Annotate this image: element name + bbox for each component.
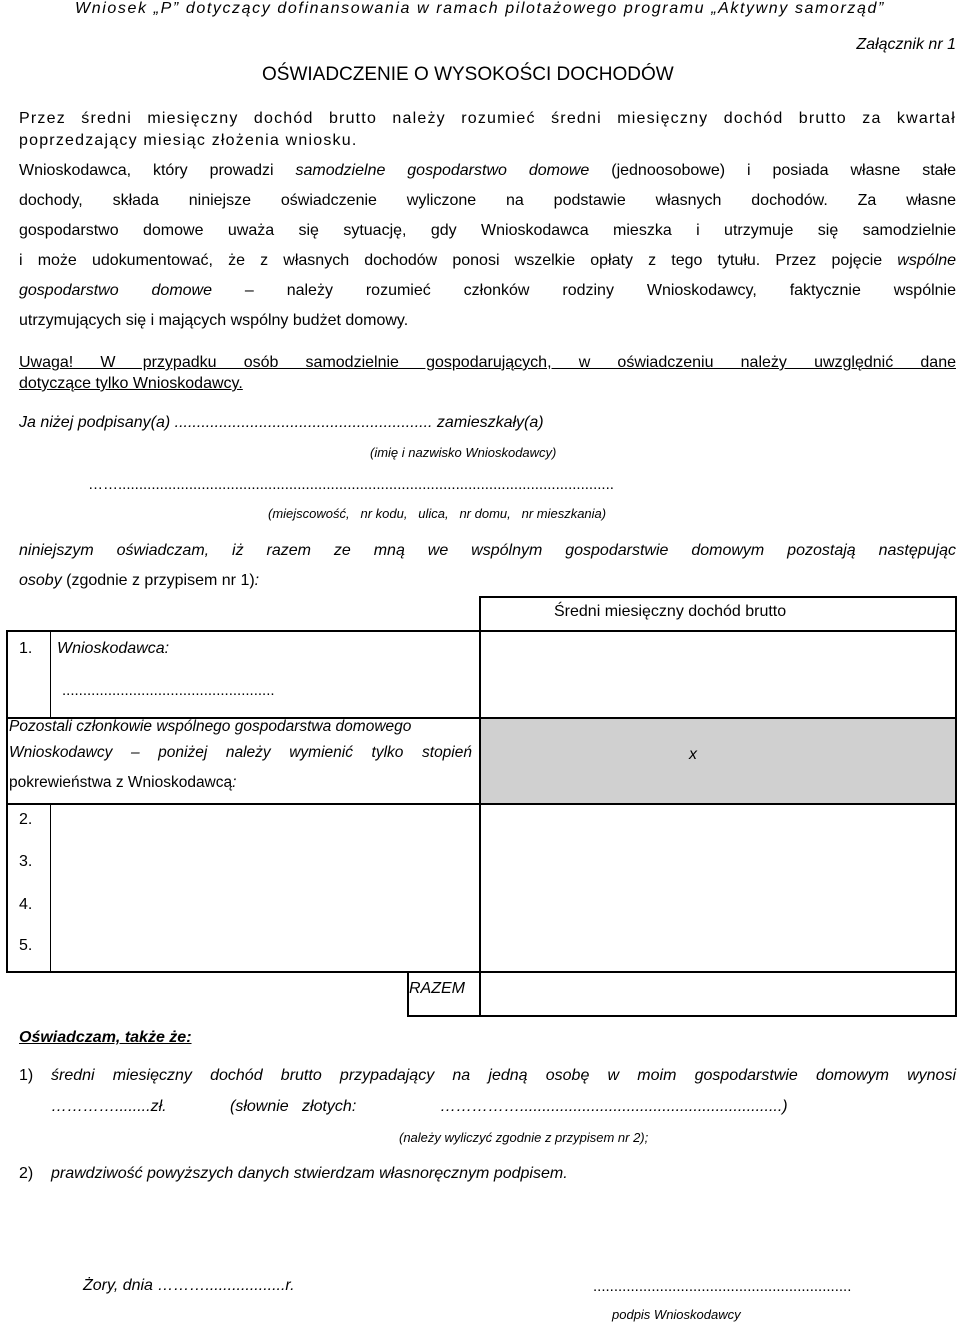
annex-label: Załącznik nr 1	[856, 36, 956, 53]
declaration-line-1: niniejszym oświadczam, iż razem ze mną we wspólnym gospodarstwie domowym pozostają następując	[19, 542, 956, 559]
table-header-income: Średni miesięczny dochód brutto	[554, 603, 787, 620]
signature-label: podpis Wnioskodawcy	[612, 1307, 741, 1322]
address-hint: (miejscowość, nr kodu, ulica, nr domu, nr mieszkania)	[268, 506, 607, 521]
warning-note	[19, 352, 956, 394]
item-2-text: prawdziwość powyższych danych stwierdzam własnoręcznym podpisem.	[51, 1165, 568, 1182]
intro-line-2: poprzedzający miesiąc złożenia wniosku.	[19, 132, 358, 149]
table-row: 3.	[19, 853, 33, 870]
table-row: 5.	[19, 937, 33, 954]
intro-line-1: Przez średni miesięczny dochód brutto należy rozumieć średni miesięczny dochód brutto za kwartał	[19, 110, 956, 127]
words-label: (słownie złotych:	[230, 1098, 357, 1115]
definition-line-5: gospodarstwo domowe – należy rozumieć członków rodziny Wnioskodawcy, faktycznie wspólnie	[19, 282, 956, 299]
amount-in-words-field[interactable]: ……………...........................................................)	[440, 1098, 788, 1115]
total-label: RAZEM	[409, 980, 465, 997]
x-mark: x	[689, 746, 697, 763]
declaration	[19, 536, 956, 596]
place-date-field[interactable]: Żory, dnia ………..................r.	[83, 1277, 295, 1294]
signature-field[interactable]: ..............................................................	[593, 1278, 852, 1295]
name-hint: (imię i nazwisko Wnioskodawcy)	[370, 445, 557, 460]
others-label-line-2: Wnioskodawcy – poniżej należy wymienić tylko stopień	[9, 744, 472, 761]
calc-hint: (należy wyliczyć zgodnie z przypisem nr 2);	[399, 1130, 649, 1145]
warning-line-2: dotyczące tylko Wnioskodawcy.	[19, 375, 243, 392]
applicant-label: Wnioskodawca:	[57, 640, 170, 657]
definition-line-4: i może udokumentować, że z własnych dochodów ponosi wszelkie opłaty z tego tytułu. Przez pojęcie wspólne	[19, 252, 956, 269]
table-row: 2.	[19, 811, 33, 828]
definition-paragraph	[19, 156, 956, 336]
declaration-line-2: osoby (zgodnie z przypisem nr 1):	[19, 572, 260, 589]
intro-paragraph	[19, 108, 956, 152]
others-label-line-3: pokrewieństwa z Wnioskodawcą:	[9, 774, 237, 791]
address-field[interactable]: …….......................................................................................................................	[88, 476, 614, 493]
item-2-number: 2)	[19, 1165, 34, 1182]
item-1-text: średni miesięczny dochód brutto przypadający na jedną osobę w moim gospodarstwie domowym wynosi	[51, 1067, 956, 1084]
table-row: 4.	[19, 896, 33, 913]
row-number: 1.	[19, 640, 33, 657]
document-header: Wniosek „P” dotyczący dofinansowania w ramach pilotażowego programu „Aktywny samorząd”	[75, 0, 885, 17]
also-declare-title: Oświadczam, także że:	[19, 1029, 192, 1046]
definition-line-2: dochody, składa niniejsze oświadczenie wyliczone na podstawie własnych dochodów. Za własne	[19, 192, 956, 209]
others-label-line-1: Pozostali członkowie wspólnego gospodarstwa domowego	[9, 718, 412, 735]
definition-line-6: utrzymujących się i mających wspólny budżet domowy.	[19, 312, 409, 329]
definition-line-1: Wnioskodawca, który prowadzi samodzielne gospodarstwo domowe (jednoosobowe) i posiada własne stałe	[19, 162, 956, 179]
signer-line: Ja niżej podpisany(a) .......................................................... zamieszkały(a)	[19, 414, 544, 431]
applicant-name-field[interactable]: ...................................................	[62, 682, 275, 699]
definition-line-3: gospodarstwo domowe uważa się sytuację, gdy Wnioskodawca mieszka i utrzymuje się samodzielnie	[19, 222, 956, 239]
page-title: OŚWIADCZENIE O WYSOKOŚCI DOCHODÓW	[262, 64, 674, 85]
disabled-cell	[480, 719, 955, 803]
income-amount-field[interactable]: …………........zł.	[51, 1098, 167, 1115]
warning-line-1: Uwaga! W przypadku osób samodzielnie gospodarujących, w oświadczeniu należy uwzględnić dane	[19, 354, 956, 371]
item-1-number: 1)	[19, 1067, 34, 1084]
